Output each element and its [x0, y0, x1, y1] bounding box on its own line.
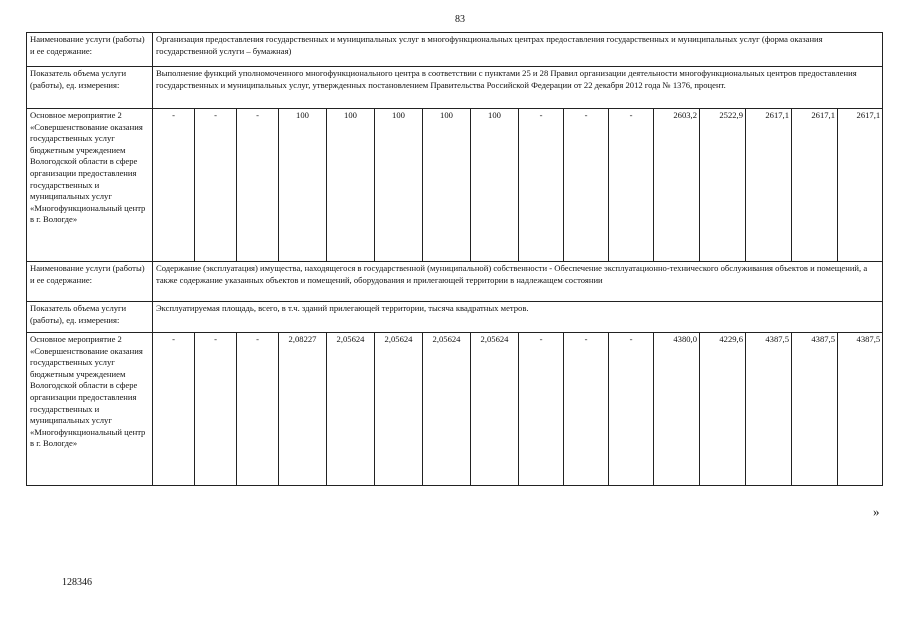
value-cell: 2617,1: [746, 109, 792, 262]
value-cell: 100: [471, 109, 519, 262]
value-cell: -: [195, 109, 237, 262]
service-name-label: Наименование услуги (работы) и ее содержание:: [27, 262, 153, 302]
value-cell: -: [519, 109, 564, 262]
value-cell: -: [609, 109, 654, 262]
footer-code: 128346: [62, 577, 92, 588]
value-cell: 2522,9: [700, 109, 746, 262]
service-row: [27, 33, 883, 67]
state-task-table: [26, 32, 883, 486]
service-name-text: Содержание (эксплуатация) имущества, находящегося в государственной (муниципальной) собственности - Обеспечение эксплуатационно-технического обслуживания объектов и помещений, а также содержание указанных объектов и помещений, оборудования и прилегающей территории в надлежащем состоянии: [153, 262, 883, 302]
service-name-label: Наименование услуги (работы) и ее содержание:: [27, 33, 153, 67]
value-cell: 100: [327, 109, 375, 262]
value-cell: 2,05624: [471, 333, 519, 486]
value-cell: -: [153, 109, 195, 262]
service-name-text: Организация предоставления государственных и муниципальных услуг в многофункциональных центрах предоставления государственных и муниципальных услуг (форма оказания государственной услуги – бумажная): [153, 33, 883, 67]
measure-row: [27, 333, 883, 486]
indicator-text: Выполнение функций уполномоченного многофункционального центра в соответствии с пунктами 25 и 28 Правил организации деятельности многофункциональных центров предоставления государственных и муниципальных услуг, утвержденных постановлением Правительства Российской Федерации от 22 декабря 2012 года № 1376, процент.: [153, 67, 883, 109]
service-row: [27, 262, 883, 302]
indicator-row: [27, 302, 883, 333]
value-cell: 100: [375, 109, 423, 262]
value-cell: 2617,1: [838, 109, 883, 262]
value-cell: 4387,5: [792, 333, 838, 486]
value-cell: -: [237, 333, 279, 486]
measure-row: [27, 109, 883, 262]
value-cell: 4380,0: [654, 333, 700, 486]
indicator-label: Показатель объема услуги (работы), ед. измерения:: [27, 67, 153, 109]
value-cell: -: [564, 333, 609, 486]
page-number: 83: [455, 14, 465, 25]
closing-quote: »: [873, 504, 880, 519]
value-cell: -: [564, 109, 609, 262]
measure-label: Основное мероприятие 2 «Совершенствование оказания государственных услуг бюджетным учреждением Вологодской области в сфере организации предоставления государственных и муниципальных услуг «Многофункциональный центр в г. Вологде»: [27, 333, 153, 486]
indicator-row: [27, 67, 883, 109]
indicator-label: Показатель объема услуги (работы), ед. измерения:: [27, 302, 153, 333]
value-cell: -: [609, 333, 654, 486]
measure-label: Основное мероприятие 2 «Совершенствование оказания государственных услуг бюджетным учреждением Вологодской области в сфере организации предоставления государственных и муниципальных услуг «Многофункциональный центр в г. Вологде»: [27, 109, 153, 262]
value-cell: 4229,6: [700, 333, 746, 486]
value-cell: -: [237, 109, 279, 262]
value-cell: 2,08227: [279, 333, 327, 486]
value-cell: 100: [423, 109, 471, 262]
value-cell: 2,05624: [423, 333, 471, 486]
value-cell: 2,05624: [327, 333, 375, 486]
value-cell: 2617,1: [792, 109, 838, 262]
value-cell: 4387,5: [838, 333, 883, 486]
value-cell: -: [195, 333, 237, 486]
value-cell: -: [519, 333, 564, 486]
value-cell: 2,05624: [375, 333, 423, 486]
value-cell: 100: [279, 109, 327, 262]
value-cell: -: [153, 333, 195, 486]
value-cell: 2603,2: [654, 109, 700, 262]
indicator-text: Эксплуатируемая площадь, всего, в т.ч. зданий прилегающей территории, тысяча квадратных метров.: [153, 302, 883, 333]
value-cell: 4387,5: [746, 333, 792, 486]
